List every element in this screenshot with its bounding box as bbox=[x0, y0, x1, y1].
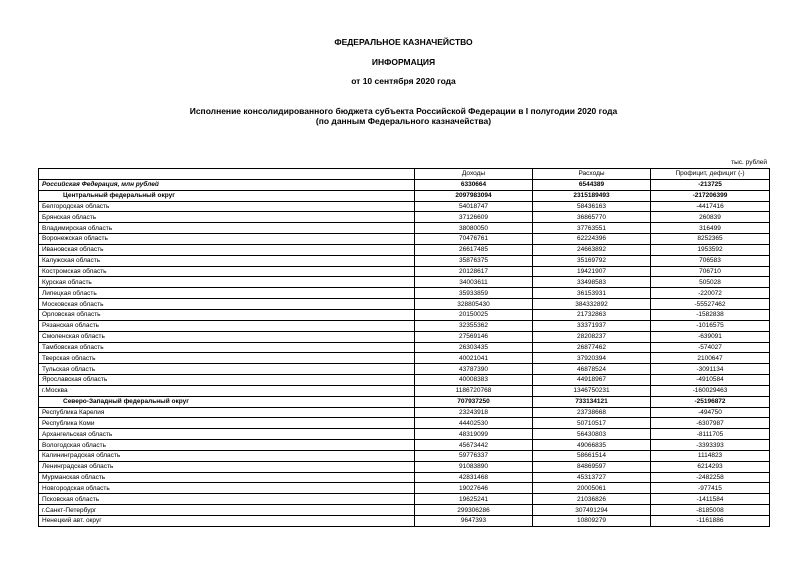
row-balance: -3091134 bbox=[651, 364, 770, 375]
doc-subtitle: (по данным Федерального казначейства) bbox=[315, 116, 492, 126]
row-name: Воронежская область bbox=[39, 234, 415, 245]
table-body bbox=[39, 179, 770, 526]
row-income: 70476761 bbox=[415, 234, 533, 245]
row-name: Республика Карелия bbox=[39, 407, 415, 418]
row-expense: 6544389 bbox=[533, 179, 651, 190]
row-balance: 706583 bbox=[651, 255, 770, 266]
row-expense: 62224396 bbox=[533, 234, 651, 245]
district-row bbox=[39, 396, 770, 407]
row-income: 59776337 bbox=[415, 450, 533, 461]
row-name: Липецкая область bbox=[39, 288, 415, 299]
table-row bbox=[39, 266, 770, 277]
table-row bbox=[39, 212, 770, 223]
row-income: 299306286 bbox=[415, 505, 533, 516]
row-balance: 706710 bbox=[651, 266, 770, 277]
table-row bbox=[39, 320, 770, 331]
table-row bbox=[39, 299, 770, 310]
org-name: ФЕДЕРАЛЬНОЕ КАЗНАЧЕЙСТВО bbox=[334, 37, 473, 47]
row-balance: 260839 bbox=[651, 212, 770, 223]
row-expense: 384332892 bbox=[533, 299, 651, 310]
row-balance: 6214293 bbox=[651, 461, 770, 472]
row-balance: -574027 bbox=[651, 342, 770, 353]
table-row bbox=[39, 201, 770, 212]
row-expense: 2315189493 bbox=[533, 190, 651, 201]
row-income: 1186720768 bbox=[415, 385, 533, 396]
row-name: Рязанская область bbox=[39, 320, 415, 331]
total-row bbox=[39, 179, 770, 190]
row-name: Московская область bbox=[39, 299, 415, 310]
row-name: Тульская область bbox=[39, 364, 415, 375]
row-income: 43787390 bbox=[415, 364, 533, 375]
header-expense: Расходы bbox=[533, 169, 651, 180]
row-balance: -6307987 bbox=[651, 418, 770, 429]
row-name: Тамбовская область bbox=[39, 342, 415, 353]
row-expense: 33371937 bbox=[533, 320, 651, 331]
row-income: 38080050 bbox=[415, 223, 533, 234]
row-name: Смоленская область bbox=[39, 331, 415, 342]
table-row bbox=[39, 461, 770, 472]
table-row bbox=[39, 472, 770, 483]
row-name: Ярославская область bbox=[39, 375, 415, 386]
row-expense: 20005061 bbox=[533, 483, 651, 494]
row-expense: 56430803 bbox=[533, 429, 651, 440]
row-balance: 316499 bbox=[651, 223, 770, 234]
row-name: Псковская область bbox=[39, 494, 415, 505]
row-name: Ненецкий авт. округ bbox=[39, 516, 415, 527]
row-balance: -1411584 bbox=[651, 494, 770, 505]
row-name: Республика Коми bbox=[39, 418, 415, 429]
row-income: 35933859 bbox=[415, 288, 533, 299]
table-row bbox=[39, 429, 770, 440]
table-row bbox=[39, 331, 770, 342]
row-balance: -217206399 bbox=[651, 190, 770, 201]
table-row bbox=[39, 234, 770, 245]
row-name: Мурманская область bbox=[39, 472, 415, 483]
row-name: Белгородская область bbox=[39, 201, 415, 212]
row-expense: 307491294 bbox=[533, 505, 651, 516]
row-expense: 58661514 bbox=[533, 450, 651, 461]
row-income: 2097983094 bbox=[415, 190, 533, 201]
row-income: 27569146 bbox=[415, 331, 533, 342]
row-expense: 49066835 bbox=[533, 440, 651, 451]
row-income: 44402530 bbox=[415, 418, 533, 429]
row-balance: -160029463 bbox=[651, 385, 770, 396]
row-income: 91083890 bbox=[415, 461, 533, 472]
row-income: 9647393 bbox=[415, 516, 533, 527]
row-balance: -639091 bbox=[651, 331, 770, 342]
row-expense: 733134121 bbox=[533, 396, 651, 407]
district-row bbox=[39, 190, 770, 201]
row-income: 26303435 bbox=[415, 342, 533, 353]
row-expense: 36865770 bbox=[533, 212, 651, 223]
row-income: 40021041 bbox=[415, 353, 533, 364]
row-expense: 36153931 bbox=[533, 288, 651, 299]
table-row bbox=[39, 516, 770, 527]
row-income: 42831468 bbox=[415, 472, 533, 483]
row-expense: 26877462 bbox=[533, 342, 651, 353]
row-balance: 1953592 bbox=[651, 244, 770, 255]
row-expense: 37763551 bbox=[533, 223, 651, 234]
row-name: Калужская область bbox=[39, 255, 415, 266]
row-balance: -220072 bbox=[651, 288, 770, 299]
row-balance: -4910584 bbox=[651, 375, 770, 386]
row-balance: -1161886 bbox=[651, 516, 770, 527]
row-expense: 44918967 bbox=[533, 375, 651, 386]
table-row bbox=[39, 385, 770, 396]
row-balance: -4417416 bbox=[651, 201, 770, 212]
row-name: г.Москва bbox=[39, 385, 415, 396]
row-balance: -8185008 bbox=[651, 505, 770, 516]
header-income: Доходы bbox=[415, 169, 533, 180]
table-header-row bbox=[39, 169, 770, 180]
units-label: тыс. рублей bbox=[731, 159, 767, 166]
row-expense: 21036826 bbox=[533, 494, 651, 505]
table-row bbox=[39, 375, 770, 386]
row-income: 20128617 bbox=[415, 266, 533, 277]
row-income: 54018747 bbox=[415, 201, 533, 212]
table-row bbox=[39, 255, 770, 266]
row-balance: 8252365 bbox=[651, 234, 770, 245]
doc-title: Исполнение консолидированного бюджета субъекта Российской Федерации в I полугодии 2020 года bbox=[189, 106, 618, 116]
row-expense: 10809279 bbox=[533, 516, 651, 527]
row-name: Северо-Западный федеральный округ bbox=[39, 396, 415, 407]
row-income: 34003611 bbox=[415, 277, 533, 288]
row-balance: -1582838 bbox=[651, 309, 770, 320]
row-income: 35876375 bbox=[415, 255, 533, 266]
row-income: 45673442 bbox=[415, 440, 533, 451]
doc-type: ИНФОРМАЦИЯ bbox=[371, 57, 436, 67]
row-expense: 84869597 bbox=[533, 461, 651, 472]
row-balance: -55527462 bbox=[651, 299, 770, 310]
row-name: г.Санкт-Петербург bbox=[39, 505, 415, 516]
row-balance: -2482258 bbox=[651, 472, 770, 483]
row-income: 32355362 bbox=[415, 320, 533, 331]
row-income: 40008383 bbox=[415, 375, 533, 386]
table-row bbox=[39, 353, 770, 364]
row-name: Калининградская область bbox=[39, 450, 415, 461]
row-balance: 2100647 bbox=[651, 353, 770, 364]
row-balance: 1114823 bbox=[651, 450, 770, 461]
row-name: Новгородская область bbox=[39, 483, 415, 494]
row-name: Архангельская область bbox=[39, 429, 415, 440]
doc-date: от 10 сентября 2020 года bbox=[351, 76, 456, 86]
row-balance: -1016575 bbox=[651, 320, 770, 331]
row-expense: 19421907 bbox=[533, 266, 651, 277]
table-row bbox=[39, 342, 770, 353]
table-row bbox=[39, 364, 770, 375]
row-expense: 1346750231 bbox=[533, 385, 651, 396]
row-balance: -977415 bbox=[651, 483, 770, 494]
row-expense: 46878524 bbox=[533, 364, 651, 375]
row-balance: -25196872 bbox=[651, 396, 770, 407]
table-row bbox=[39, 440, 770, 451]
header-name bbox=[39, 169, 415, 180]
row-name: Вологодская область bbox=[39, 440, 415, 451]
row-expense: 37920394 bbox=[533, 353, 651, 364]
row-expense: 23738668 bbox=[533, 407, 651, 418]
row-balance: -494750 bbox=[651, 407, 770, 418]
row-income: 707937250 bbox=[415, 396, 533, 407]
row-balance: 505028 bbox=[651, 277, 770, 288]
row-income: 19027646 bbox=[415, 483, 533, 494]
row-name: Владимирская область bbox=[39, 223, 415, 234]
row-expense: 24663892 bbox=[533, 244, 651, 255]
row-name: Ленинградская область bbox=[39, 461, 415, 472]
row-name: Костромская область bbox=[39, 266, 415, 277]
row-expense: 45313727 bbox=[533, 472, 651, 483]
row-expense: 35169792 bbox=[533, 255, 651, 266]
row-name: Ивановская область bbox=[39, 244, 415, 255]
row-income: 19625241 bbox=[415, 494, 533, 505]
row-income: 26617485 bbox=[415, 244, 533, 255]
table-row bbox=[39, 244, 770, 255]
row-income: 48319099 bbox=[415, 429, 533, 440]
row-balance: -213725 bbox=[651, 179, 770, 190]
row-income: 328805430 bbox=[415, 299, 533, 310]
row-name: Курская область bbox=[39, 277, 415, 288]
table-row bbox=[39, 494, 770, 505]
row-name: Российская Федерация, млн рублей bbox=[39, 179, 415, 190]
row-income: 20150025 bbox=[415, 309, 533, 320]
row-expense: 58436163 bbox=[533, 201, 651, 212]
row-name: Орловская область bbox=[39, 309, 415, 320]
row-name: Брянская область bbox=[39, 212, 415, 223]
table-row bbox=[39, 407, 770, 418]
row-balance: -3393393 bbox=[651, 440, 770, 451]
row-expense: 28208237 bbox=[533, 331, 651, 342]
row-name: Тверская область bbox=[39, 353, 415, 364]
budget-table bbox=[38, 168, 770, 527]
table-row bbox=[39, 223, 770, 234]
header-balance: Профицит, дефицит (-) bbox=[651, 169, 770, 180]
row-income: 6330664 bbox=[415, 179, 533, 190]
table-row bbox=[39, 288, 770, 299]
table-row bbox=[39, 505, 770, 516]
table-row bbox=[39, 483, 770, 494]
row-expense: 50710517 bbox=[533, 418, 651, 429]
table-row bbox=[39, 418, 770, 429]
table-row bbox=[39, 450, 770, 461]
row-income: 37126609 bbox=[415, 212, 533, 223]
table-row bbox=[39, 309, 770, 320]
row-expense: 33498583 bbox=[533, 277, 651, 288]
row-income: 23243918 bbox=[415, 407, 533, 418]
row-expense: 21732863 bbox=[533, 309, 651, 320]
table-row bbox=[39, 277, 770, 288]
row-balance: -8111705 bbox=[651, 429, 770, 440]
row-name: Центральный федеральный округ bbox=[39, 190, 415, 201]
